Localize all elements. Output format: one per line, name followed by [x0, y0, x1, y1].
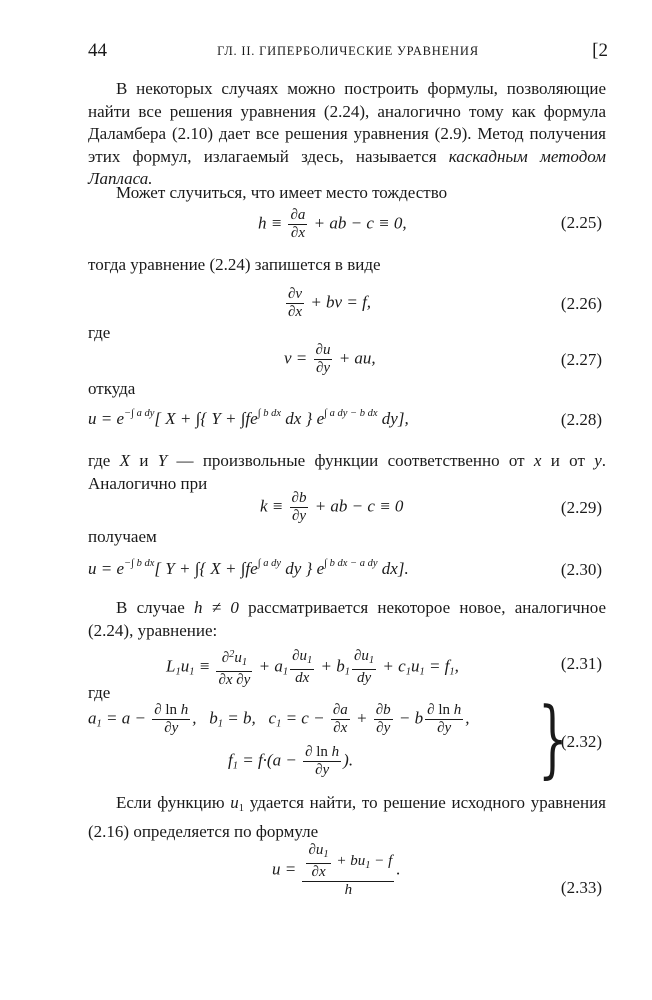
paragraph-solution: [88, 792, 606, 843]
text-fragment: — произвольные функции соответственно от: [167, 451, 534, 470]
text-fragment: Если функцию: [116, 793, 231, 812]
equation-2-30: [88, 556, 606, 586]
where-text: где: [88, 323, 111, 342]
equation-number: (2.32): [560, 732, 602, 751]
page-number: 44: [88, 40, 107, 61]
brace-symbol: }: [538, 689, 568, 787]
text-fragment: где: [88, 451, 120, 470]
equation-number: (2.28): [560, 410, 602, 429]
equation-number: (2.25): [560, 213, 602, 232]
text-fragment: и: [130, 451, 158, 470]
formula-2-33: u = $\frac{\partial u_1}{\partial x}$ + $bu_1 - f$ h .: [272, 842, 401, 898]
running-title: ГЛ. II. ГИПЕРБОЛИЧЕСКИЕ УРАВНЕНИЯ: [217, 44, 479, 58]
paragraph-form: [88, 254, 606, 277]
formula-2-32-line1: $a_1 = a$ − $\frac{\text{∂ ln h}}{\partial y}$ , $b_1 = b$, $c_1 = c$ − $\frac{\partial a}{\partial x}$ + $\frac{\partial b}{\partial y}$ − b $\frac{\text{∂ ln h}}{\partial y}$ ,: [88, 702, 470, 736]
where-text: где: [88, 683, 111, 702]
paragraph-identity: [88, 182, 606, 205]
paragraph-new-equation: [88, 597, 606, 642]
formula-2-27: v = $\frac{\partial u}{\partial y}$ + au,: [284, 342, 376, 376]
text-fragment: . Аналогично при: [88, 451, 606, 493]
equation-number: (2.33): [560, 878, 602, 897]
text-fragment: рассматривается некоторое новое, аналогичное (2.24), уравнение:: [88, 598, 606, 640]
paragraph-intro: [88, 78, 606, 191]
section-marker: [2: [592, 40, 608, 61]
obtain-text: получаем: [88, 527, 157, 546]
formula-2-31: $L_1u_1$ ≡ $\frac{\partial^2u_1}{\partial x \partial y}$ + $a_1$ $\frac{\partial u_1}{dx}$ + $b_1$ $\frac{\partial u_1}{dy}$ + $c_1u_1 = f_1$,: [166, 648, 459, 688]
formula-2-28: $u = e^{-\int a dy}$[ X + ∫{ $Y + \int fe^{\int b dx}$ dx } $e^{\int a dy - b dx}$ dy],: [88, 408, 409, 428]
equation-2-29: [88, 488, 606, 528]
equation-2-31: [88, 642, 606, 686]
equation-number: (2.31): [560, 654, 602, 673]
equation-number: (2.26): [560, 294, 602, 313]
intro-text: В некоторых случаях можно построить формулы, позволяющие найти все решения уравнения (2.24), аналогично тому как формула Даламбера (2.10) дает все решения уравнения (2.9). Метод получения этих формул, излагаемый здесь, называется: [88, 79, 606, 166]
identity-text: Может случиться, что имеет место тождество: [116, 183, 448, 202]
label-obtain: [88, 526, 606, 549]
formula-2-29: k ≡ $\frac{\partial b}{\partial y}$ + ab − c ≡ 0: [260, 490, 404, 524]
condition: h ≠ 0: [194, 598, 239, 617]
equation-number: (2.30): [560, 560, 602, 579]
equation-2-28: [88, 406, 606, 436]
var-u: u: [230, 793, 239, 812]
whence-text: откуда: [88, 379, 136, 398]
equation-2-26: [88, 282, 606, 324]
formula-2-32-line2: $f_1 = f\cdot(a$ − $\frac{\text{∂ ln h}}{\partial y}$ ).: [228, 744, 354, 778]
equation-number: (2.27): [560, 350, 602, 369]
method-name: каскадным методом Лапласа.: [88, 146, 606, 188]
label-whence: [88, 378, 606, 401]
form-text: тогда уравнение (2.24) запишется в виде: [88, 255, 381, 274]
running-header: [88, 40, 608, 64]
equation-2-33: [88, 838, 606, 902]
text-fragment: удается найти, то решение исходного уравнения (2.16) определяется по формуле: [88, 793, 606, 841]
var-x: x: [533, 451, 542, 470]
text-fragment: В случае: [116, 598, 195, 617]
var-y: y: [594, 451, 602, 470]
var-Y: Y: [157, 451, 168, 470]
var-u-subscript: 1: [238, 803, 245, 814]
formula-2-25: h ≡ $\frac{\partial a}{\partial x}$ + ab − c ≡ 0,: [258, 207, 407, 241]
formula-2-30: $u = e^{-\int b dx}$[ Y + ∫{ $X + \int fe^{\int a dy}$ dy } $e^{\int b dx - a dy}$ dx].: [88, 558, 409, 578]
equation-2-27: [88, 338, 606, 380]
text-fragment: и от: [541, 451, 595, 470]
formula-2-26: $\frac{\partial v}{\partial x}$ + bv = f,: [288, 286, 372, 320]
equation-2-25: [88, 203, 606, 243]
var-X: X: [119, 451, 131, 470]
equation-number: (2.29): [560, 498, 602, 517]
